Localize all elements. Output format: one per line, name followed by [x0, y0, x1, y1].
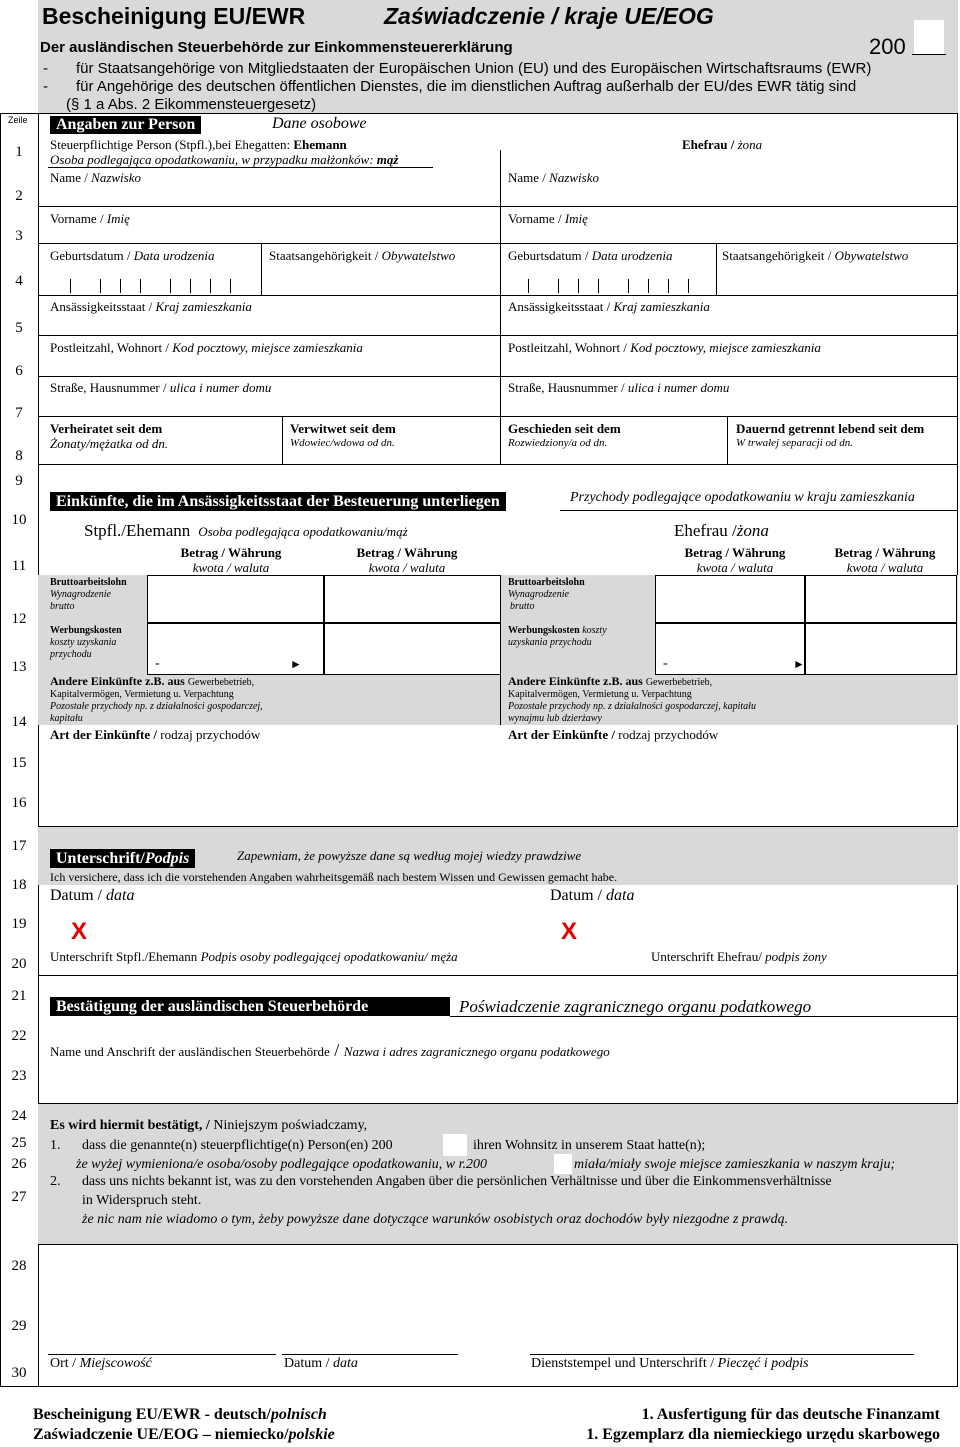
- verw-label-pl: Wdowiec/wdowa od dn.: [290, 437, 395, 449]
- ort-field[interactable]: [48, 1320, 276, 1354]
- bullet-1: für Staatsangehörige von Mitgliedstaaten der Europäischen Union (EU) und des Europäischen Wirtschaftsraums (EWR): [76, 60, 872, 77]
- city-input-right[interactable]: [506, 356, 956, 376]
- betrag-header: Betrag / Währung kwota / waluta: [356, 545, 458, 575]
- footer-right-1: 1. Ausfertigung für das deutsche Finanzamt: [641, 1406, 940, 1423]
- city-input-left[interactable]: [48, 356, 498, 376]
- row-number: 25: [11, 1135, 27, 1151]
- rule: [38, 416, 958, 417]
- year-box[interactable]: [914, 20, 944, 54]
- row-number: 23: [11, 1068, 27, 1084]
- art-input-left[interactable]: [48, 744, 498, 824]
- ans-label-left: Ansässigkeitsstaat / Kraj zamieszkania: [50, 299, 252, 314]
- income-husband-header: Stpfl./Ehemann Osoba podlegająca opodatkowaniu/mąż: [84, 521, 408, 540]
- marital-divider-1: [282, 417, 283, 464]
- item2-num: 2.: [50, 1174, 61, 1189]
- row-number: 14: [11, 714, 27, 730]
- item1-pl-b: miała/miały swoje miejsce zamieszkania w naszym kraju;: [574, 1157, 896, 1172]
- werb-label-right: Werbungskosten koszty uzyskania przychodu: [508, 625, 607, 648]
- row-number: 1: [15, 144, 23, 160]
- year-box-de[interactable]: [443, 1134, 467, 1156]
- row-number: 7: [15, 405, 23, 421]
- brutto-amount-left-2[interactable]: [324, 575, 501, 623]
- year-label: 200: [869, 34, 906, 59]
- row-number: 19: [11, 916, 27, 932]
- geb-divider-left: [261, 244, 262, 296]
- gesch-label-pl: Rozwiedziony/a od dn.: [508, 437, 608, 449]
- signature-declaration-de: Ich versichere, dass ich die vorstehenden Angaben wahrheitsgemäß nach bestem Wissen und Gewissen gemacht habe.: [50, 870, 618, 884]
- vorname-input-left[interactable]: [48, 227, 498, 243]
- rule: [38, 243, 958, 244]
- income-section-underline: [560, 510, 958, 511]
- datum-label: Datum / data: [284, 1356, 358, 1371]
- row-number: 2: [15, 188, 23, 204]
- ort-label: Ort / Miejscowość: [50, 1356, 152, 1371]
- getr-label: Dauernd getrennt lebend seit dem: [736, 421, 925, 436]
- row-number: 6: [15, 363, 23, 379]
- plz-label-left: Postleitzahl, Wohnort / Kod pocztowy, miejsce zamieszkania: [50, 340, 363, 355]
- income-section-title-pl: Przychody podlegające opodatkowaniu w kraju zamieszkania: [570, 490, 915, 505]
- country-input-right[interactable]: [506, 315, 956, 335]
- signature-x-left: X: [71, 918, 88, 945]
- row-number: 16: [11, 795, 27, 811]
- row-number: 17: [11, 838, 27, 854]
- person-section-title-pl: Dane osobowe: [272, 115, 367, 132]
- country-input-left[interactable]: [48, 315, 498, 335]
- person-section-title: Angaben zur Person: [50, 116, 201, 134]
- subtitle: Der ausländischen Steuerbehörde zur Einkommensteuererklärung: [40, 39, 513, 56]
- row-number: 27: [11, 1189, 27, 1205]
- verh-label-pl: Żonaty/mężatka od dn.: [50, 436, 169, 451]
- str-label-left: Straße, Hausnummer / ulica i numer domu: [50, 380, 272, 395]
- gesch-label: Geschieden seit dem: [508, 421, 621, 436]
- datum-right: Datum / data: [550, 887, 635, 904]
- birthdate-input-right[interactable]: [528, 279, 708, 295]
- stpfl-label-pl: Osoba podlegająca opodatkowaniu, w przypadku małżonków: mąż: [50, 152, 399, 167]
- name-label-left: Name / Nazwisko: [50, 170, 141, 185]
- row-number: 8: [15, 448, 23, 464]
- row-number: 30: [11, 1365, 27, 1381]
- title-de: Bescheinigung EU/EWR: [42, 3, 306, 29]
- confirmation-intro: Es wird hiermit bestätigt, / Niniejszym poświadczamy,: [50, 1118, 368, 1133]
- row-number: 15: [11, 755, 27, 771]
- verh-label: Verheiratet seit dem: [50, 421, 163, 436]
- bullet-2b: (§ 1 a Abs. 2 Eikommensteuergesetz): [66, 96, 317, 113]
- stamp-field[interactable]: [530, 1250, 950, 1350]
- brutto-amount-right-1[interactable]: [655, 575, 805, 623]
- minus-right: -: [663, 656, 668, 671]
- name-input-left[interactable]: [48, 186, 498, 206]
- row-number: 29: [11, 1318, 27, 1334]
- street-input-right[interactable]: [506, 396, 956, 416]
- row-number: 5: [15, 320, 23, 336]
- plz-label-right: Postleitzahl, Wohnort / Kod pocztowy, miejsce zamieszkania: [508, 340, 821, 355]
- authority-name-label: Name und Anschrift der ausländischen Steuerbehörde / Nazwa i adres zagranicznego organu podatkowego: [50, 1040, 610, 1060]
- birthdate-input-left[interactable]: [70, 279, 250, 295]
- betrag-header: Betrag / Währung kwota / waluta: [834, 545, 936, 575]
- signature-field-right[interactable]: [585, 910, 955, 946]
- authority-section-title-pl: Poświadczenie zagranicznego organu podatkowego: [459, 997, 812, 1016]
- year-underline: [912, 54, 946, 55]
- signature-x-right: X: [561, 918, 578, 945]
- row-number: 18: [11, 877, 27, 893]
- item1-de-b: ihren Wohnsitz in unserem Staat hatte(n);: [473, 1138, 706, 1153]
- vorname-label-right: Vorname / Imię: [508, 211, 588, 226]
- footer-left-1: Bescheinigung EU/EWR - deutsch/polnisch: [33, 1406, 327, 1423]
- signature-declaration-pl: Zapewniam, że powyższe dane są według mojej wiedzy prawdziwe: [237, 848, 582, 863]
- item1-de-a: dass die genannte(n) steuerpflichtige(n) Person(en) 200: [82, 1138, 393, 1153]
- andere-label-left: Andere Einkünfte z.B. aus Gewerbebetrieb, Kapitalvermögen, Vermietung u. Verpachtung Pozostałe przychody np. z działalności gospodarczej, kapitału: [50, 674, 263, 724]
- stpfl-label: Steuerpflichtige Person (Stpfl.),bei Ehegatten: Ehemann: [50, 137, 347, 152]
- footer-right-2: 1. Egzemplarz dla niemieckiego urzędu skarbowego: [586, 1426, 940, 1443]
- brutto-amount-right-2[interactable]: [805, 575, 957, 623]
- geb-label-right: Geburtsdatum / Data urodzenia: [508, 248, 673, 263]
- row-number: 21: [11, 988, 27, 1004]
- ort-line: [48, 1354, 276, 1355]
- geb-label-left: Geburtsdatum / Data urodzenia: [50, 248, 215, 263]
- werb-amount-right-1[interactable]: [655, 623, 805, 675]
- geb-divider-right: [716, 244, 717, 296]
- signature-label-right: Unterschrift Ehefrau/ podpis żony: [651, 949, 827, 964]
- signature-label-left: Unterschrift Stpfl./Ehemann Podpis osoby podlegającej opodatkowaniu/ męża: [50, 949, 458, 964]
- rule: [38, 975, 958, 976]
- income-section-title: Einkünfte, die im Ansässigkeitsstaat der Besteuerung unterliegen: [50, 492, 506, 511]
- authority-section-title: Bestätigung der ausländischen Steuerbehörde: [50, 997, 450, 1016]
- datum-field[interactable]: [282, 1320, 458, 1354]
- rule: [38, 206, 958, 207]
- datum-line: [282, 1354, 458, 1355]
- row-number: 20: [11, 956, 27, 972]
- brutto-label-left: Bruttoarbeitslohn Wynagrodzenie brutto: [50, 577, 127, 612]
- row-number: 11: [11, 558, 27, 574]
- stpfl-underline: [48, 167, 433, 168]
- row-number: 12: [11, 611, 27, 627]
- str-label-right: Straße, Hausnummer / ulica i numer domu: [508, 380, 730, 395]
- werb-label-left: Werbungskosten koszty uzyskania przychodu: [50, 625, 122, 660]
- vorname-label-left: Vorname / Imię: [50, 211, 130, 226]
- marital-divider-2: [727, 417, 728, 464]
- werb-amount-right-2[interactable]: [805, 623, 957, 675]
- authority-name-field[interactable]: [48, 1060, 953, 1100]
- row-number: 4: [15, 273, 23, 289]
- stempel-label: Dienststempel und Unterschrift / Pieczęć i podpis: [531, 1356, 809, 1371]
- income-divider: [500, 675, 501, 725]
- bullet-dash-1: -: [43, 60, 48, 77]
- vorname-input-right[interactable]: [506, 227, 956, 243]
- ans-label-right: Ansässigkeitsstaat / Kraj zamieszkania: [508, 299, 710, 314]
- art-input-right[interactable]: [506, 744, 956, 824]
- getr-label-pl: W trwałej separacji od dn.: [736, 437, 854, 449]
- row-number: 26: [11, 1156, 27, 1172]
- art-label-right: Art der Einkünfte / rodzaj przychodów: [508, 727, 719, 742]
- betrag-header: Betrag / Währung kwota / waluta: [684, 545, 786, 575]
- rule: [38, 335, 958, 336]
- row-number: 13: [11, 659, 27, 675]
- bullet-2: für Angehörige des deutschen öffentlichen Dienstes, die im dienstlichen Auftrag außerhalb der EU/des EWR tätig sind: [76, 78, 857, 95]
- row-number: 22: [11, 1028, 27, 1044]
- row-number: 24: [11, 1108, 27, 1124]
- item1-pl-a: że wyżej wymieniona/e osoba/osoby podlegające opodatkowaniu, w r.200: [76, 1157, 488, 1172]
- item2-de: dass uns nichts bekannt ist, was zu den vorstehenden Angaben über die persönlichen Verhältnisse und über die Einkommensverhältnisse: [82, 1174, 832, 1189]
- footer-left-2: Zaświadczenie UE/EOG – niemiecko/polskie: [33, 1426, 335, 1443]
- street-input-left[interactable]: [48, 396, 498, 416]
- minus-left: -: [155, 656, 160, 671]
- signature-section-title: Unterschrift/Podpis: [50, 849, 195, 868]
- art-label-left: Art der Einkünfte / rodzaj przychodów: [50, 727, 261, 742]
- signature-field-left[interactable]: [95, 910, 500, 946]
- verw-label: Verwitwet seit dem: [290, 421, 396, 436]
- staat-label-right: Staatsangehörigkeit / Obywatelstwo: [722, 248, 909, 263]
- authority-underline: [450, 1016, 958, 1017]
- andere-label-right: Andere Einkünfte z.B. aus Gewerbebetrieb, Kapitalvermögen, Vermietung u. Verpachtung Pozostałe przychody np. z działalności gospodarczej, kapitału wynajmu lub dzierżawy: [508, 674, 756, 724]
- item2-de2: in Widerspruch steht.: [82, 1193, 202, 1208]
- rule: [38, 376, 958, 377]
- name-input-right[interactable]: [506, 186, 956, 206]
- rule: [38, 295, 958, 296]
- brutto-amount-left-1[interactable]: [147, 575, 324, 623]
- year-box-pl[interactable]: [554, 1154, 572, 1174]
- item1-num: 1.: [50, 1138, 61, 1153]
- row-number: 3: [15, 228, 23, 244]
- bullet-dash-2: -: [43, 78, 48, 95]
- stempel-line: [530, 1354, 914, 1355]
- arrow-right: ►: [793, 657, 805, 671]
- income-wife-header: Ehefrau /żona: [674, 521, 769, 540]
- rule: [38, 464, 958, 465]
- rule: [38, 1244, 958, 1245]
- datum-left: Datum / data: [50, 887, 135, 904]
- row-number: 9: [15, 473, 23, 489]
- name-label-right: Name / Nazwisko: [508, 170, 599, 185]
- brutto-label-right: Bruttoarbeitslohn Wynagrodzenie brutto: [508, 577, 585, 612]
- staat-label-left: Staatsangehörigkeit / Obywatelstwo: [269, 248, 456, 263]
- title-pl: Zaświadczenie / kraje UE/EOG: [384, 3, 714, 29]
- row-number: 28: [11, 1258, 27, 1274]
- zeile-label: Zeile: [8, 115, 28, 125]
- item2-pl: że nic nam nie wiadomo o tym, żeby powyższe dane dotyczące warunków osobistych oraz dochodów były niezgodne z prawdą.: [82, 1212, 789, 1227]
- arrow-left: ►: [290, 657, 302, 671]
- wife-header: Ehefrau / żona: [682, 137, 763, 152]
- row-number: 10: [11, 512, 27, 528]
- betrag-header: Betrag / Währung kwota / waluta: [180, 545, 282, 575]
- werb-amount-left-2[interactable]: [324, 623, 501, 675]
